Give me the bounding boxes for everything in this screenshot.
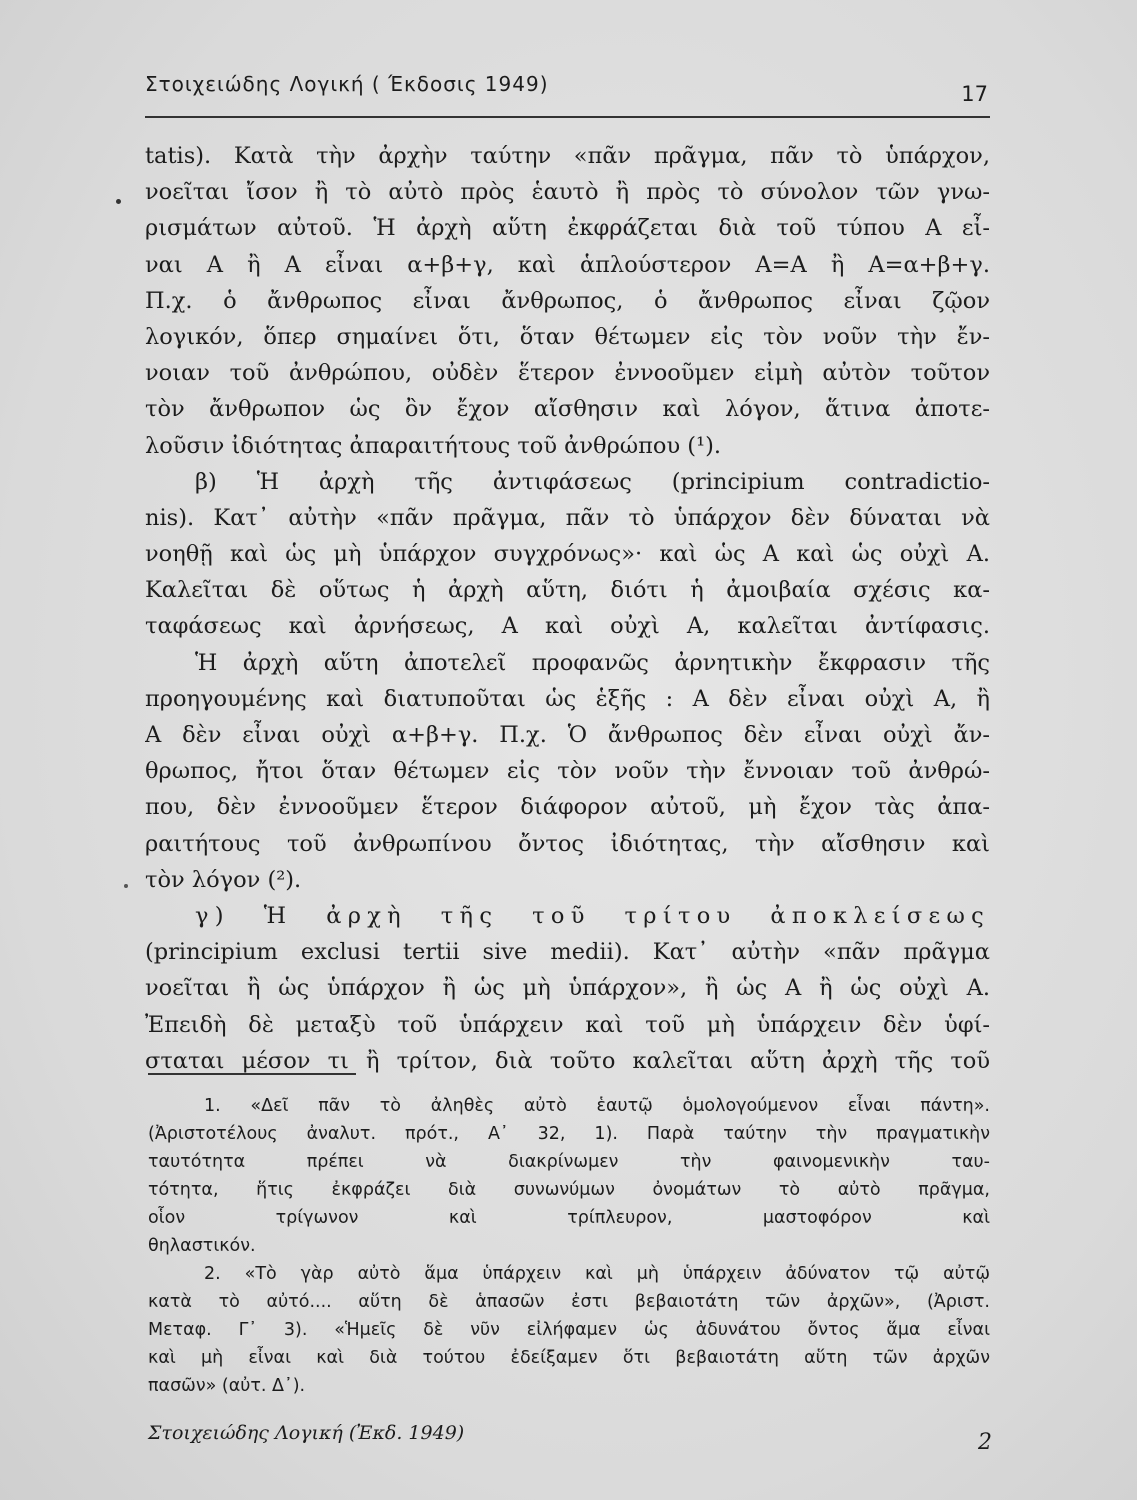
section-heading-line: β) Ἡ ἀρχὴ τῆς ἀντιφάσεως (principium contradictio-: [195, 468, 990, 495]
text-line: σταται μέσον τι ἢ τρίτον, διὰ τοῦτο καλεῖται αὕτη ἀρχὴ τῆς τοῦ: [145, 1047, 990, 1074]
ink-dot: [116, 199, 121, 204]
text-line: Π.χ. ὁ ἄνθρωπος εἶναι ἄνθρωπος, ὁ ἄνθρωπος εἶναι ζῷον: [145, 287, 990, 314]
footnote-line: οἷον τρίγωνον καὶ τρίπλευρον, μαστοφόρον καὶ: [148, 1208, 990, 1228]
header-title: Στοιχειώδης Λογική ( Έκδοσις 1949): [145, 72, 549, 96]
text-line: τὸν ἄνθρωπον ὡς ὂν ἔχον αἴσθησιν καὶ λόγον, ἅτινα ἀποτε-: [145, 396, 990, 423]
text-line: θρωπος, ἤτοι ὅταν θέτωμεν εἰς τὸν νοῦν τὴν ἔννοιαν τοῦ ἀνθρώ-: [145, 758, 990, 785]
text-line: Α δὲν εἶναι οὐχὶ α+β+γ. Π.χ. Ὁ ἄνθρωπος δὲν εἶναι οὐχὶ ἄν-: [145, 722, 990, 748]
footnote-divider: [148, 1073, 356, 1075]
footnotes: [148, 1092, 990, 1400]
text-line: Καλεῖται δὲ οὕτως ἡ ἀρχὴ αὕτη, διότι ἡ ἀμοιβαία σχέσις κα-: [145, 577, 990, 604]
text-line: ρισμάτων αὐτοῦ. Ἡ ἀρχὴ αὕτη ἐκφράζεται διὰ τοῦ τύπου Α εἶ-: [145, 215, 990, 242]
text-line: τὸν λόγον (²).: [145, 866, 302, 893]
ink-dot: [124, 884, 128, 888]
text-line: νοεῖται ἴσον ἢ τὸ αὐτὸ πρὸς ἑαυτὸ ἢ πρὸς τὸ σύνολον τῶν γνω-: [145, 179, 990, 206]
section-heading-line: γ) Ἡ ἀρχὴ τῆς τοῦ τρίτου ἀποκλείσεως: [195, 902, 990, 929]
text-line: ραιτήτους τοῦ ἀνθρωπίνου ὄντος ἰδιότητας, τὴν αἴσθησιν καὶ: [145, 830, 990, 857]
text-line: ταφάσεως καὶ ἀρνήσεως, Α καὶ οὐχὶ Α, καλεῖται ἀντίφασις.: [145, 613, 990, 640]
footnote-line: κατὰ τὸ αὐτό.... αὕτη δὲ ἁπασῶν ἐστι βεβαιοτάτη τῶν ἀρχῶν», (Ἀριστ.: [148, 1292, 990, 1312]
footnote-line: 2. «Τὸ γὰρ αὐτὸ ἅμα ὑπάρχειν καὶ μὴ ὑπάρχειν ἀδύνατον τῷ αὐτῷ: [204, 1264, 990, 1284]
text-line: Ἡ ἀρχὴ αὕτη ἀποτελεῖ προφανῶς ἀρνητικὴν ἔκφρασιν τῆς: [195, 649, 990, 676]
footnote-line: καὶ μὴ εἶναι καὶ διὰ τούτου ἐδείξαμεν ὅτι βεβαιοτάτη αὕτη τῶν ἀρχῶν: [148, 1348, 990, 1368]
footnote-line: 1. «Δεῖ πᾶν τὸ ἀληθὲς αὐτὸ ἑαυτῷ ὁμολογούμενον εἶναι πάντη».: [204, 1096, 990, 1116]
text-line: nis). Κατ᾽ αὐτὴν «πᾶν πρᾶγμα, πᾶν τὸ ὑπάρχον δὲν δύναται νὰ: [145, 504, 990, 531]
text-line: νοιαν τοῦ ἀνθρώπου, οὐδὲν ἕτερον ἐννοοῦμεν εἰμὴ αὐτὸν τοῦτον: [145, 360, 990, 387]
text-line: ναι Α ἢ Α εἶναι α+β+γ, καὶ ἁπλούστερον Α=Α ἢ Α=α+β+γ.: [145, 251, 990, 278]
footnote-line: τότητα, ἥτις ἐκφράζει διὰ συνωνύμων ὀνομάτων τὸ αὐτὸ πρᾶγμα,: [148, 1180, 990, 1200]
footnote-line: Μεταφ. Γ᾽ 3). «Ἡμεῖς δὲ νῦν εἰλήφαμεν ὡς ἀδυνάτου ὄντος ἅμα εἶναι: [148, 1320, 990, 1340]
text-line: προηγουμένης καὶ διατυποῦται ὡς ἑξῆς : Α δὲν εἶναι οὐχὶ Α, ἢ: [145, 685, 990, 712]
text-line: λογικόν, ὅπερ σημαίνει ὅτι, ὅταν θέτωμεν εἰς τὸν νοῦν τὴν ἔν-: [145, 323, 990, 350]
footer-title: Στοιχειώδης Λογική (Ἐκδ. 1949): [148, 1422, 465, 1444]
text-line: (principium exclusi tertii sive medii). Κατ᾽ αὐτὴν «πᾶν πρᾶγμα: [145, 939, 990, 966]
footnote-line: πασῶν» (αὐτ. Δ᾽).: [148, 1376, 306, 1396]
text-line: λοῦσιν ἰδιότητας ἀπαραιτήτους τοῦ ἀνθρώπου (¹).: [145, 432, 722, 459]
text-line: νοηθῇ καὶ ὡς μὴ ὑπάρχον συγχρόνως»· καὶ ὡς Α καὶ ὡς οὐχὶ Α.: [145, 541, 990, 568]
main-text: [145, 138, 990, 1079]
page-number: 17: [961, 82, 988, 106]
running-header: [145, 72, 990, 118]
text-line: tatis). Κατὰ τὴν ἀρχὴν ταύτην «πᾶν πρᾶγμα, πᾶν τὸ ὑπάρχον,: [145, 143, 990, 169]
footnote-line: θηλαστικόν.: [148, 1236, 256, 1256]
footnote-line: ταυτότητα πρέπει νὰ διακρίνωμεν τὴν φαινομενικὴν ταυ-: [148, 1152, 990, 1172]
text-line: νοεῖται ἢ ὡς ὑπάρχον ἢ ὡς μὴ ὑπάρχον», ἢ ὡς Α ἢ ὡς οὐχὶ Α.: [145, 975, 990, 1002]
text-line: Ἐπειδὴ δὲ μεταξὺ τοῦ ὑπάρχειν καὶ τοῦ μὴ ὑπάρχειν δὲν ὑφί-: [145, 1011, 990, 1038]
footnote-line: (Ἀριστοτέλους ἀναλυτ. πρότ., Α᾽ 32, 1). Παρὰ ταύτην τὴν πραγματικὴν: [148, 1124, 990, 1144]
text-line: που, δὲν ἐννοοῦμεν ἕτερον διάφορον αὐτοῦ, μὴ ἔχον τὰς ἀπα-: [145, 794, 990, 821]
signature-mark: 2: [978, 1430, 992, 1455]
